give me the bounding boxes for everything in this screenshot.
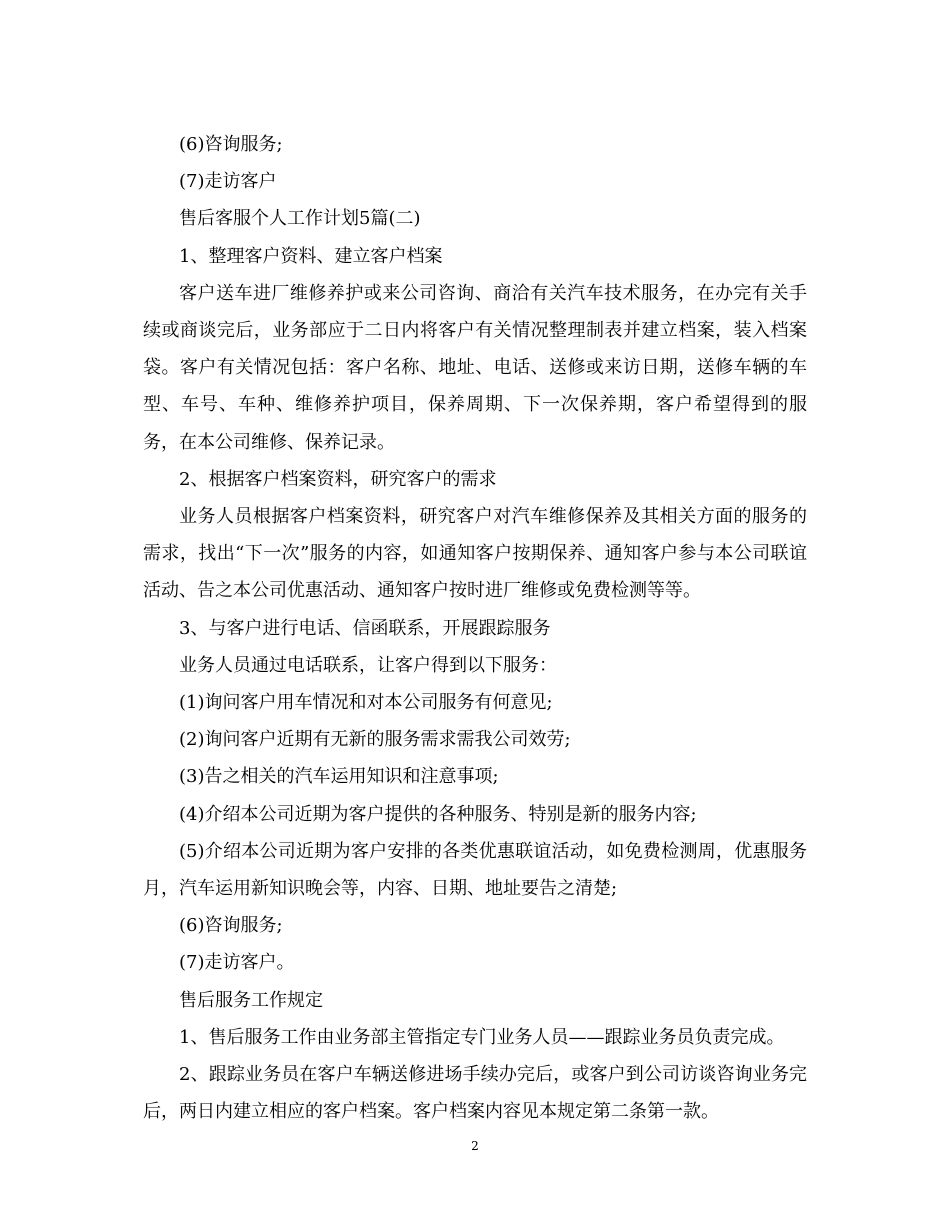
list-item: (4)介绍本公司近期为客户提供的各种服务、特别是新的服务内容; (179, 803, 697, 825)
list-item: (5)介绍本公司近期为客户安排的各类优惠联谊活动，如免费检测周，优惠服务月，汽车运用新知识晚会等，内容、日期、地址要告之清楚; (143, 840, 807, 900)
subheading: 2、根据客户档案资料，研究客户的需求 (179, 468, 497, 490)
subheading: 1、整理客户资料、建立客户档案 (179, 245, 443, 267)
list-item: (6)咨询服务; (179, 134, 283, 155)
body-paragraph: 客户送车进厂维修养护或来公司咨询、商洽有关汽车技术服务，在办完有关手续或商谈完后，业务部应于二日内将客户有关情况整理制表并建立档案，装入档案袋。客户有关情况包括：客户名称、地址、电话、送修或来访日期，送修车辆的车型、车号、车种、维修养护项目，保养周期、下一次保养期，客户希望得到的服务，在本公司维修、保养记录。 (143, 282, 807, 453)
section-heading: 售后服务工作规定 (179, 989, 323, 1011)
body-paragraph: 2、跟踪业务员在客户车辆送修进场手续办完后，或客户到公司访谈咨询业务完后，两日内建立相应的客户档案。客户档案内容见本规定第二条第一款。 (143, 1064, 807, 1123)
list-item: (7)走访客户。 (179, 952, 295, 974)
list-item: (3)告之相关的汽车运用知识和注意事项; (179, 766, 499, 788)
document-body (143, 126, 807, 1130)
list-item: (7)走访客户 (179, 171, 277, 193)
list-item: (2)询问客户近期有无新的服务需求需我公司效劳; (179, 729, 571, 751)
body-paragraph: 1、售后服务工作由业务部主管指定专门业务人员——跟踪业务员负责完成。 (179, 1026, 785, 1048)
body-paragraph: 业务人员通过电话联系，让客户得到以下服务： (179, 654, 557, 676)
subheading: 3、与客户进行电话、信函联系，开展跟踪服务 (179, 617, 551, 639)
page-number: 2 (471, 1139, 479, 1153)
list-item: (6)咨询服务; (179, 915, 283, 937)
list-item: (1)询问客户用车情况和对本公司服务有何意见; (179, 692, 553, 714)
section-heading: 售后客服个人工作计划5篇(二) (179, 208, 421, 230)
body-paragraph: 业务人员根据客户档案资料，研究客户对汽车维修保养及其相关方面的服务的需求，找出“下一次”服务的内容，如通知客户按期保养、通知客户参与本公司联谊活动、告之本公司优惠活动、通知客户按时进厂维修或免费检测等等。 (143, 506, 807, 602)
